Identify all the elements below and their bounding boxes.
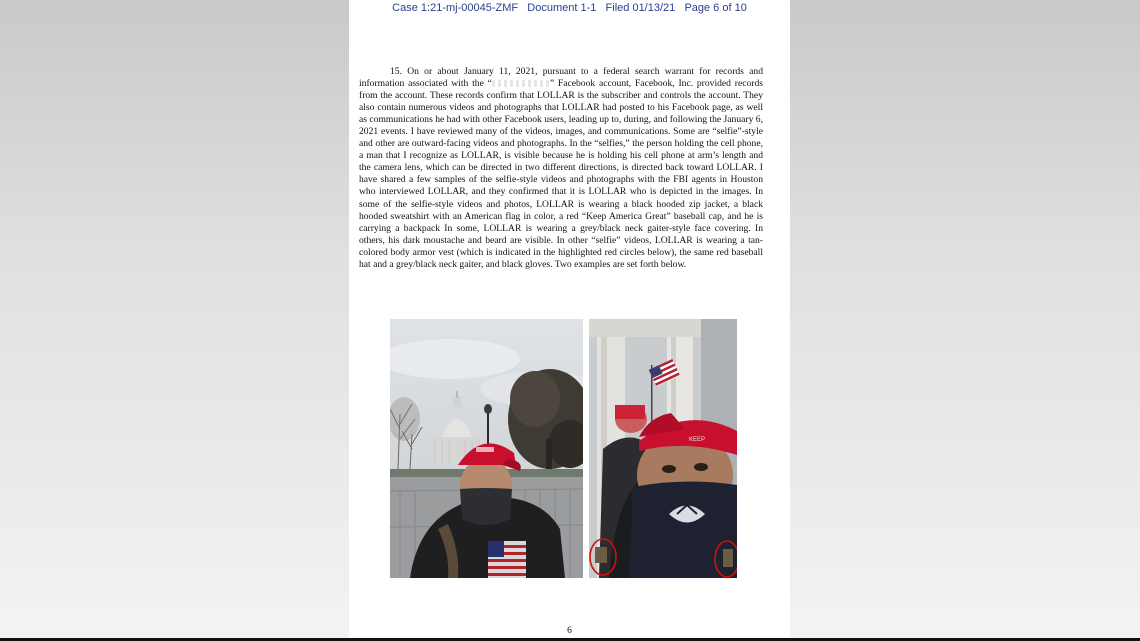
page-number: 6: [567, 626, 572, 636]
page-of-total: Page 6 of 10: [684, 2, 747, 14]
paragraph-text-rest: ” Facebook account, Facebook, Inc. provided records from the account. These records confirm that LOLLAR is the subscriber and controls the account. They also contain numerous videos and photographs that LOLLAR had posted to his Facebook page, as well as communications he had with other Facebook users, leading up to, during, and following the January 6, 2021 events. I have reviewed many of the videos, images, and communications. Some are “selfie”-style and other are outward-facing videos and photographs. In the “selfies,” the person holding the cell phone, a man that I recognize as LOLLAR, is visible because he is holding his cell phone at arm’s length and the camera lens, which can be directed in two different directions, is directed back toward LOLLAR. I have shared a few samples of the selfie-style videos and photographs with the FBI agents in Houston who interviewed LOLLAR, and they confirmed that it is LOLLAR who is depicted in the images. In some of the selfie-style videos and photos, LOLLAR is wearing a black hooded zip jacket, a black hooded sweatshirt with an American flag in color, a red “Keep America Great” baseball cap, and he is carrying a backpack In some, LOLLAR is wearing a grey/black neck gaiter-style face covering. In others, his dark moustache and beard are visible. In other “selfie” videos, LOLLAR is wearing a tan-colored body armor vest (which is indicated in the highlighted red circles below), the same red baseball hat and a grey/black neck gaiter, and black gloves. Two examples are set forth below.: [359, 78, 763, 270]
filed-date: Filed 01/13/21: [605, 2, 676, 14]
selfie-photo-capitol: [390, 319, 583, 578]
case-header: [349, 2, 790, 14]
paragraph-text-start: 15. On or about January 11, 2021, pursuant to a federal search warrant for records and information associated with the “: [359, 66, 763, 90]
redacted-account-name: [492, 80, 550, 87]
document-number: Document 1-1: [527, 2, 597, 14]
selfie-photo-vest: [589, 319, 737, 578]
document-page: [349, 0, 790, 641]
paragraph-15: [359, 66, 763, 271]
hat-lettering: KEEP: [689, 437, 706, 443]
case-number: Case 1:21-mj-00045-ZMF: [392, 2, 519, 14]
